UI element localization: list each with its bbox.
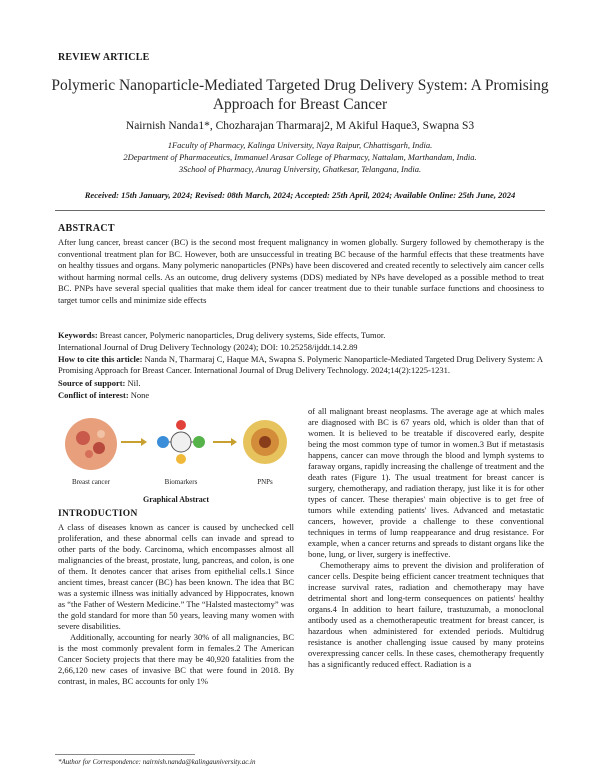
affiliation-1: 1Faculty of Pharmacy, Kalinga University, Naya Raipur, Chhattisgarh, India. (167, 140, 433, 150)
support-line (58, 378, 544, 389)
graphic-label-biomarkers: Biomarkers (164, 478, 198, 486)
conflict-line (58, 390, 544, 401)
citation-line (58, 354, 544, 376)
keywords-label: Keywords: (58, 330, 98, 340)
footnote-rule (55, 754, 195, 755)
keywords-text: Breast cancer, Polymeric nanoparticles, Drug delivery systems, Side effects, Tumor. (97, 330, 386, 340)
abstract-heading: ABSTRACT (58, 223, 115, 234)
column-left (58, 522, 294, 687)
conflict-text: None (128, 390, 150, 400)
graphical-abstract-figure (55, 408, 295, 488)
abstract-text: After lung cancer, breast cancer (BC) is the second most frequent malignancy in women globally. Surgery followed by chemotherapy is the conventional treatment plan for BC. However, both are unsuccessful in treating BC because of the harmful effects that these treatments have on healthy tissues and organs. Many polymeric nanoparticles (PNPs) have been discovered and created recently to selectively aim cancer cells without harming normal cells. As an outcome, drug delivery systems (DDS) mediated by NPs have developed as a possible method to treat BC. PNPs have several special qualities that make them ideal for cancer treatment due to their tunable surface functions and choosiness to target tumor cells and minimize side effects (58, 237, 544, 305)
paper-title: Polymeric Nanoparticle-Mediated Targeted Drug Delivery System: A Promising Approach for Breast Cancer (51, 77, 549, 113)
paragraph: A class of diseases known as cancer is caused by unchecked cell proliferation, and these abnormal cells can invade and spread to other parts of the body. Carcinoma, which encompasses almost all malignancies of the breast, prostate, lung, pancreas, and colon, is one of them. It denotes cancer that arises from epithelial cells.1 Since ancient times, breast cancer (BC) has been known. The idea that BC was a systemic illness was initially advanced by Hippocrates, known as “the Father of Western Medicine.” The “Halsted mastectomy” was the gold standard for more than 50 years, leaving many women with severe disabilities. (58, 522, 294, 631)
cite-label: How to cite this article: (58, 354, 143, 364)
author-list: Nairnish Nanda1*, Chozharajan Tharmaraj2, M Akiful Haque3, Swapna S3 (125, 120, 475, 132)
column-right (308, 406, 544, 670)
biomarkers-diagram (157, 420, 205, 464)
correspondence-footnote: *Author for Correspondence: nairnish.nanda@kalingauniversity.ac.in (58, 758, 256, 766)
cite-text: Nanda N, Tharmaraj C, Haque MA, Swapna S. Polymeric Nanoparticle-Mediated Targeted Drug Delivery System: A Promising Approach for Breast Cancer. International Journal of Drug Delivery Technology. 2024;14(2):1225-1231. (58, 354, 543, 375)
affiliation-3: 3School of Pharmacy, Anurag University, Ghatkesar, Telangana, India. (178, 164, 422, 174)
affiliation-2: 2Department of Pharmaceutics, Immanuel Arasar College of Pharmacy, Nattalam, Marthandam, India. (123, 152, 477, 162)
paragraph: of all malignant breast neoplasms. The average age at which males are diagnosed with BC is 67 years old, which is older than that of women. It is believed to be treatable if discovered early, despite being the most common type of tumor in women.3 But if metastasis happens, cancer can move through the blood and lymph systems to faraway organs, rapidly increasing the challenge of treatment and the death rates (Figure 1). The usual treatment for breast cancer is surgery, chemotherapy, and radiation therapy, just like it is for other types of cancer. These therapies' main objective is to get free of tumors while extending patients' lives. Advanced and metastatic cancers, however, provide a challenge to these conventional techniques in terms of lump reappearance and drug resistance. For example, when a cancer returns and spreads to distant organs like the bone, lung, or liver, surgery is ineffective. (308, 406, 544, 559)
conflict-label: Conflict of interest: (58, 390, 129, 400)
arrowhead-icon-2 (231, 438, 237, 446)
graphical-abstract-caption: Graphical Abstract (143, 495, 209, 504)
arrowhead-icon (141, 438, 147, 446)
support-text: Nil. (125, 378, 141, 388)
article-type: REVIEW ARTICLE (58, 52, 150, 63)
graphic-label-breast-cancer: Breast cancer (72, 478, 110, 486)
breast-cancer-illustration (65, 418, 117, 470)
graphic-label-pnps: PNPs (257, 478, 273, 486)
keywords-line (58, 330, 544, 341)
introduction-heading: INTRODUCTION (58, 509, 138, 519)
journal-doi-line: International Journal of Drug Delivery Technology (2024); DOI: 10.25258/ijddt.14.2.89 (58, 342, 358, 352)
pnps-illustration (243, 420, 287, 464)
paragraph: Chemotherapy aims to prevent the division and proliferation of cancer cells. Despite being efficient cancer treatment techniques that increase survival rates, radiation and chemotherapy may have detrimental short and long-term consequences on patients' healthy organs.4 In addition to heart failure, trastuzumab, a monoclonal antibody used as a chemotherapeutic treatment for breast cancer, is hazardous when administered for extended periods. Multidrug resistance is another challenging issue caused by many proteins overexpressing cancer cells. In these cases, chemotherapy frequently has a significantly reduced effect. Radiation is a (308, 560, 544, 669)
support-label: Source of support: (58, 378, 126, 388)
paragraph: Additionally, accounting for nearly 30% of all malignancies, BC is the most commonly prevalent form in females.2 The American Cancer Society projects that there may be 40,920 fatalities from the 2,66,120 new cases of invasive BC that were found in 2018. By contrast, in males, BC accounts for only 1% (58, 632, 294, 686)
publication-dates: Received: 15th January, 2024; Revised: 08th March, 2024; Accepted: 25th April, 2024; Available Online: 25th June, 2024 (84, 190, 516, 200)
divider-top (55, 210, 545, 211)
